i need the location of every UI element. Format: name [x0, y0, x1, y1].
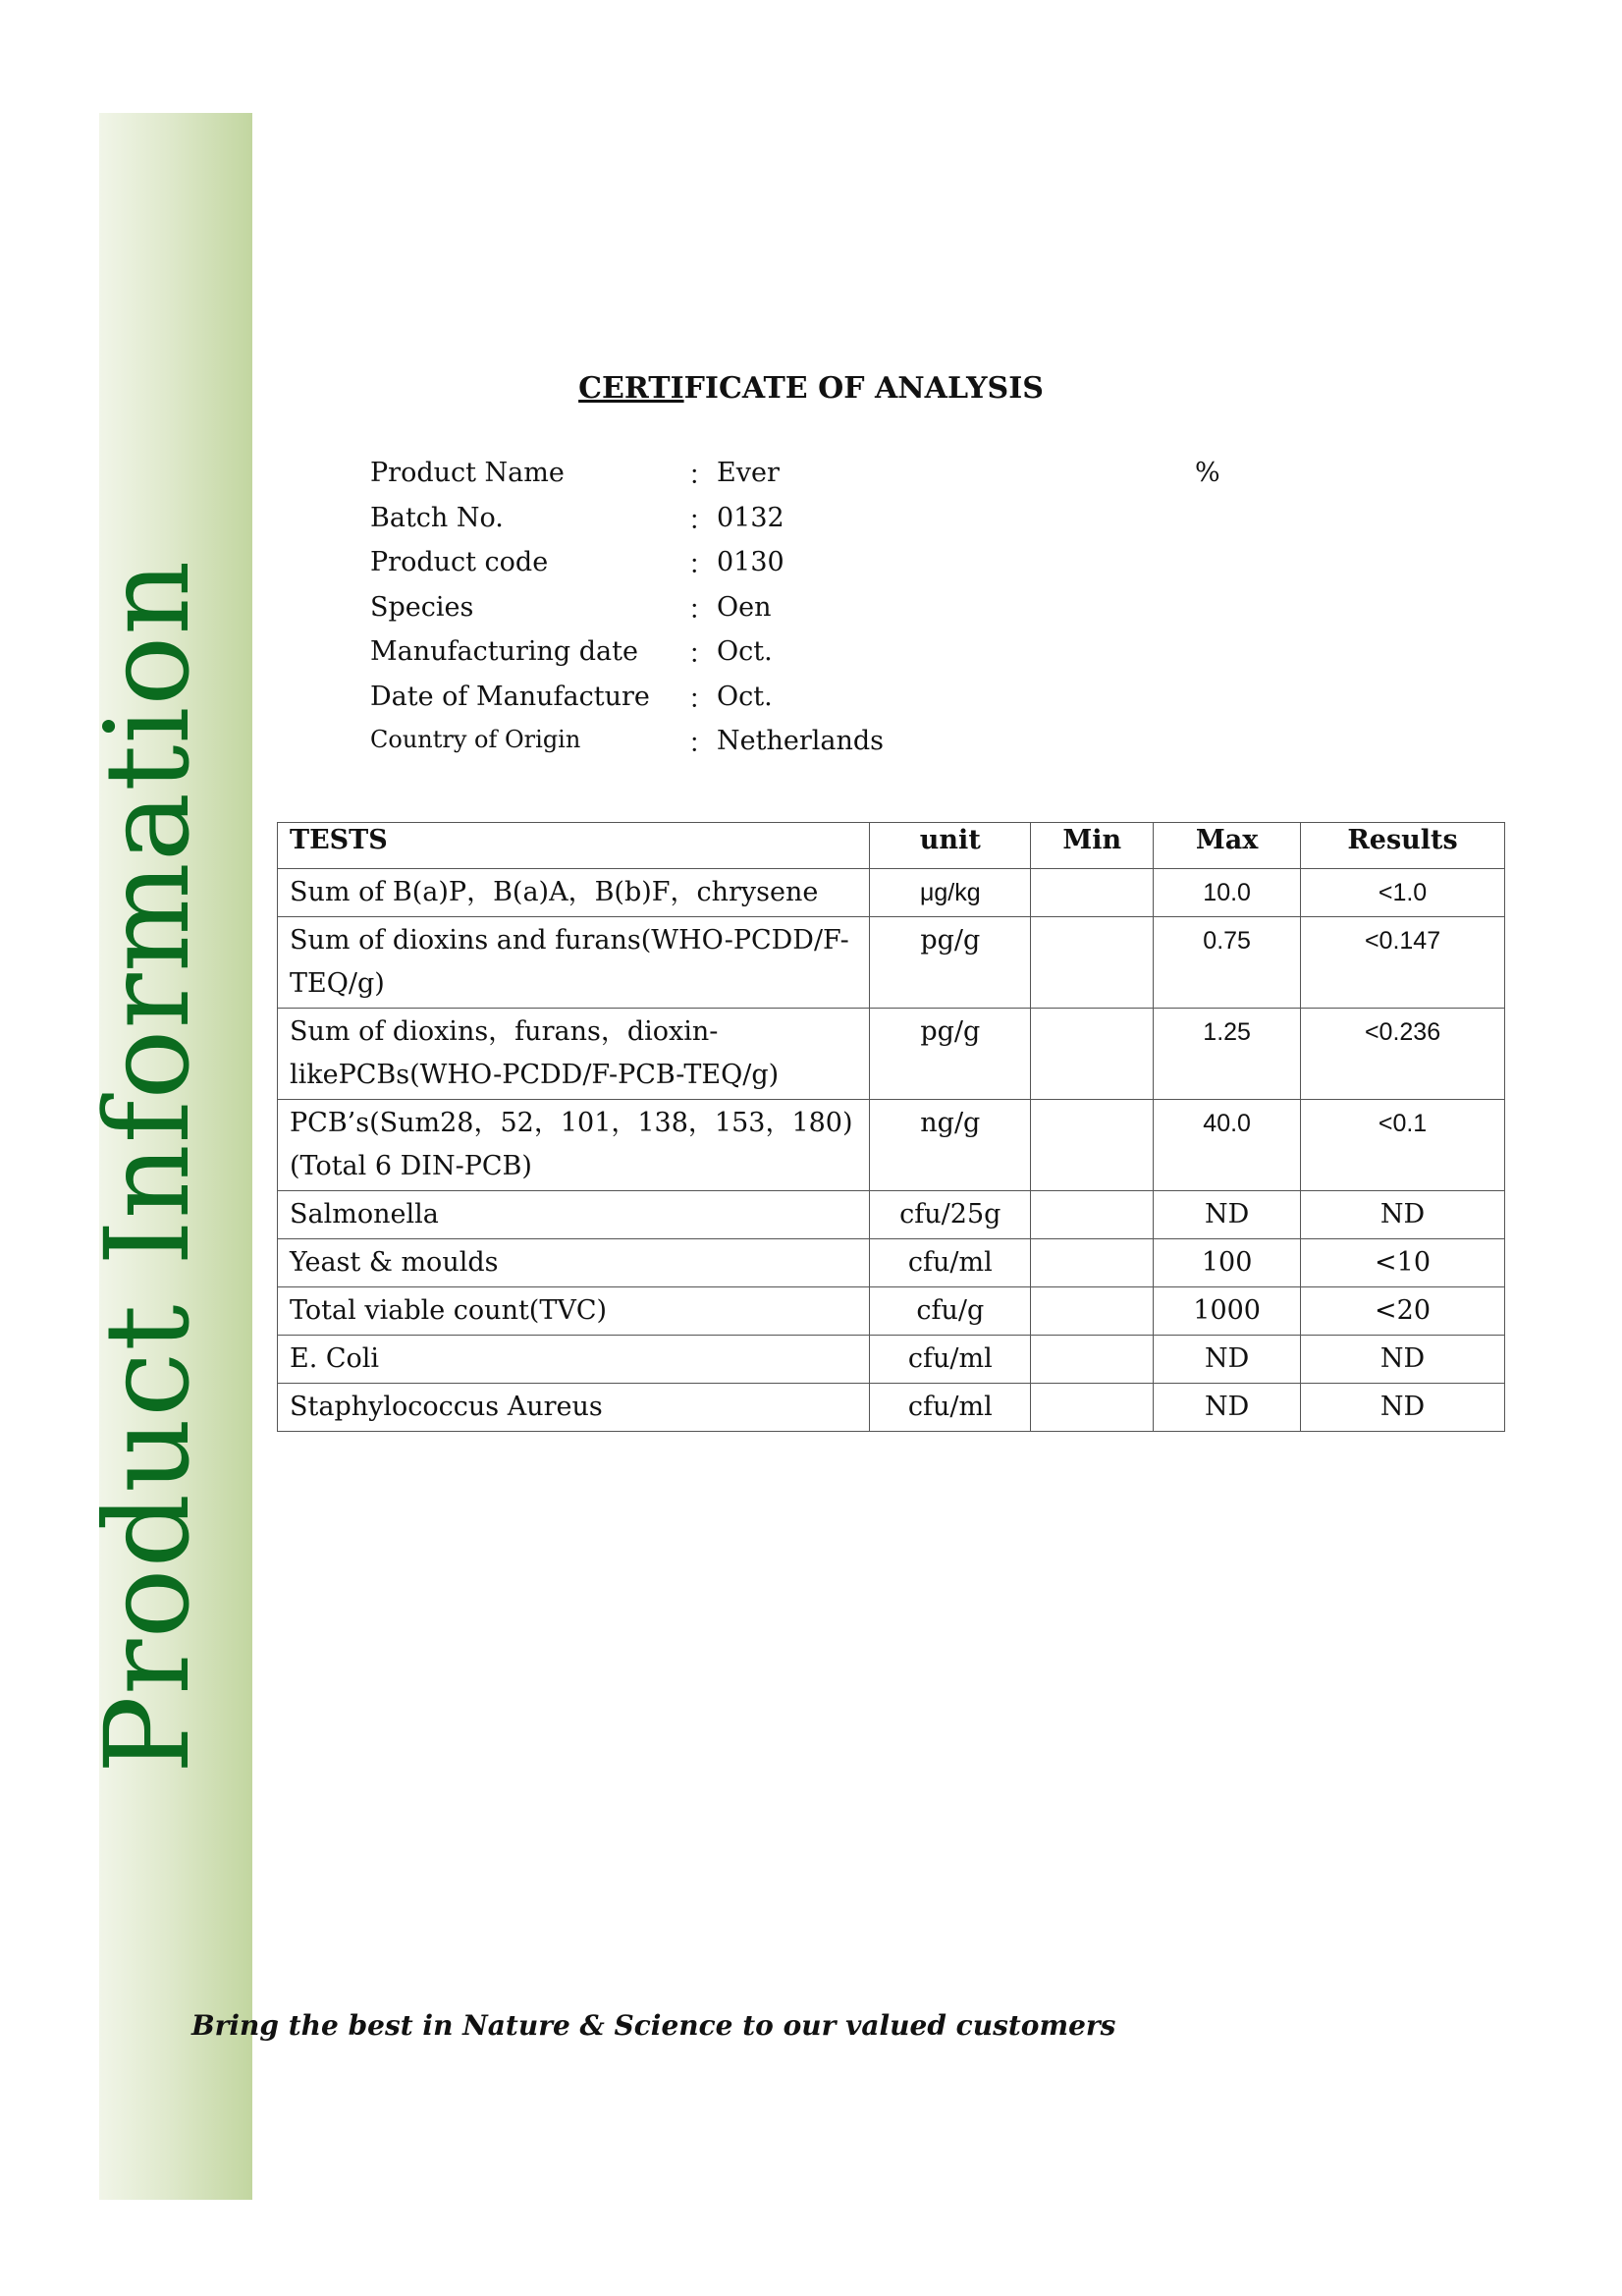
table-row: [278, 1336, 1505, 1384]
test-result: ND: [1301, 1336, 1505, 1384]
test-name: PCB’s(Sum28，52，101，138，153，180)(Total 6 DIN-PCB): [278, 1100, 870, 1191]
test-unit: μg/kg: [870, 869, 1031, 917]
test-name: Sum of B(a)P，B(a)A，B(b)F，chrysene: [278, 869, 870, 917]
test-unit: pg/g: [870, 1009, 1031, 1100]
test-result: ND: [1301, 1384, 1505, 1432]
info-label: Product code: [370, 547, 549, 577]
test-max: 0.75: [1154, 917, 1301, 1009]
test-unit: cfu/g: [870, 1287, 1031, 1336]
test-unit: cfu/25g: [870, 1191, 1031, 1239]
info-value-extra: %: [1195, 458, 1220, 488]
test-name: Salmonella: [278, 1191, 870, 1239]
info-value: 0130: [717, 547, 784, 577]
test-min: [1031, 1287, 1154, 1336]
sidebar-title: Product Information: [80, 559, 215, 1775]
column-header-tests: TESTS: [278, 823, 870, 869]
test-min: [1031, 1191, 1154, 1239]
test-min: [1031, 1384, 1154, 1432]
test-name: Yeast & moulds: [278, 1239, 870, 1287]
table-row: [278, 1287, 1505, 1336]
test-name: E. Coli: [278, 1336, 870, 1384]
info-label: Product Name: [370, 458, 565, 488]
column-header-unit: unit: [870, 823, 1031, 869]
test-name: Sum of dioxins and furans(WHO-PCDD/F-TEQ/g): [278, 917, 870, 1009]
footer-slogan: Bring the best in Nature & Science to our valued customers: [191, 2009, 1116, 2042]
info-label: Species: [370, 591, 474, 623]
page-title: [0, 371, 1622, 406]
info-label: Batch No.: [370, 502, 504, 533]
column-header-max: Max: [1154, 823, 1301, 869]
table-row: [278, 1009, 1505, 1100]
test-max: 100: [1154, 1239, 1301, 1287]
info-colon: ：: [688, 505, 715, 536]
column-header-results: Results: [1301, 823, 1505, 869]
test-name: Sum of dioxins，furans，dioxin-likePCBs(WHO-PCDD/F-PCB-TEQ/g): [278, 1009, 870, 1100]
info-value: Oct.: [717, 681, 773, 712]
test-result: <20: [1301, 1287, 1505, 1336]
test-result: <0.1: [1301, 1100, 1505, 1191]
info-label: Manufacturing date: [370, 636, 638, 667]
column-header-min: Min: [1031, 823, 1154, 869]
test-max: ND: [1154, 1191, 1301, 1239]
info-colon: ：: [688, 639, 715, 670]
info-value: Oen: [717, 591, 772, 623]
test-max: 1000: [1154, 1287, 1301, 1336]
info-colon: ：: [688, 683, 715, 715]
table-row: [278, 1100, 1505, 1191]
info-value: 0132: [717, 502, 784, 533]
test-result: <10: [1301, 1239, 1505, 1287]
table-row: [278, 917, 1505, 1009]
table-header-row: [278, 823, 1505, 869]
test-unit: ng/g: [870, 1100, 1031, 1191]
test-max: ND: [1154, 1384, 1301, 1432]
info-value: Ever: [717, 458, 780, 488]
table-row: [278, 1239, 1505, 1287]
tests-table: [277, 822, 1505, 1432]
test-result: <0.147: [1301, 917, 1505, 1009]
table-row: [278, 869, 1505, 917]
info-colon: ：: [688, 594, 715, 626]
test-unit: cfu/ml: [870, 1384, 1031, 1432]
test-name: Total viable count(TVC): [278, 1287, 870, 1336]
info-colon: ：: [688, 550, 715, 580]
page-title-rest: FICATE OF ANALYSIS: [683, 371, 1044, 406]
info-colon: ：: [688, 461, 715, 491]
info-label: Date of Manufacture: [370, 681, 650, 712]
test-max: ND: [1154, 1336, 1301, 1384]
test-name: Staphylococcus Aureus: [278, 1384, 870, 1432]
test-min: [1031, 1239, 1154, 1287]
test-unit: pg/g: [870, 917, 1031, 1009]
test-max: 40.0: [1154, 1100, 1301, 1191]
test-result: <1.0: [1301, 869, 1505, 917]
table-row: [278, 1191, 1505, 1239]
test-max: 10.0: [1154, 869, 1301, 917]
test-result: <0.236: [1301, 1009, 1505, 1100]
page-title-underlined: CERTI: [578, 371, 684, 406]
test-max: 1.25: [1154, 1009, 1301, 1100]
test-result: ND: [1301, 1191, 1505, 1239]
test-min: [1031, 1336, 1154, 1384]
table-row: [278, 1384, 1505, 1432]
info-value: Netherlands: [717, 726, 884, 756]
info-value: Oct.: [717, 636, 773, 667]
test-min: [1031, 1009, 1154, 1100]
info-label: Country of Origin: [370, 726, 581, 753]
test-min: [1031, 1100, 1154, 1191]
test-min: [1031, 869, 1154, 917]
test-unit: cfu/ml: [870, 1239, 1031, 1287]
test-min: [1031, 917, 1154, 1009]
info-colon: ：: [688, 729, 715, 759]
test-unit: cfu/ml: [870, 1336, 1031, 1384]
